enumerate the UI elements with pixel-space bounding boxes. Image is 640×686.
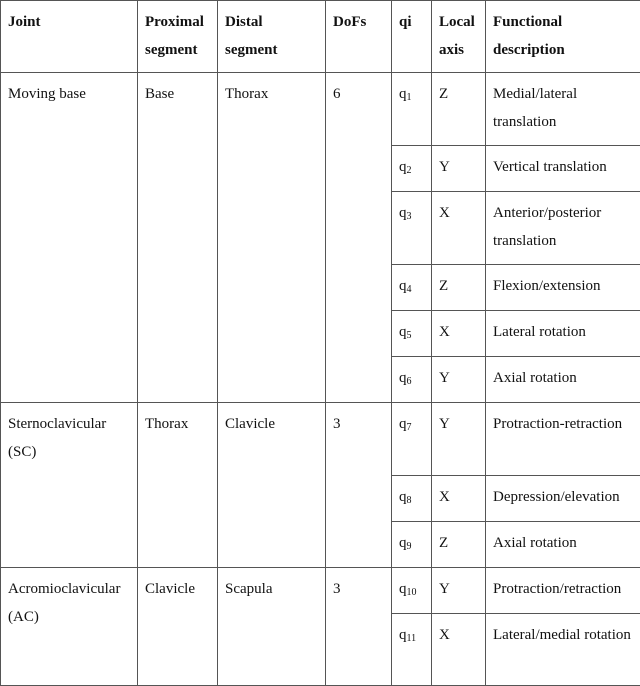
header-distal-segment: Distal segment bbox=[218, 1, 326, 73]
description-cell: Lateral/medial rotation bbox=[486, 614, 640, 686]
qi-cell: $q_9$ bbox=[392, 522, 432, 568]
qi-cell: $q_4$ bbox=[392, 265, 432, 311]
axis-cell: X bbox=[432, 311, 486, 357]
description-cell: Axial rotation bbox=[486, 357, 640, 403]
axis-cell: Z bbox=[432, 73, 486, 146]
qi-cell: $q_6$ bbox=[392, 357, 432, 403]
qi-cell: $q_8$ bbox=[392, 476, 432, 522]
axis-cell: X bbox=[432, 192, 486, 265]
proximal-cell: Base bbox=[138, 73, 218, 403]
description-cell: Flexion/extension bbox=[486, 265, 640, 311]
qi-cell: $q_{11}$ bbox=[392, 614, 432, 686]
description-cell: Protraction/retraction bbox=[486, 568, 640, 614]
axis-cell: Y bbox=[432, 146, 486, 192]
distal-cell: Clavicle bbox=[218, 403, 326, 568]
description-cell: Anterior/posterior translation bbox=[486, 192, 640, 265]
description-cell: Vertical translation bbox=[486, 146, 640, 192]
header-joint: Joint bbox=[1, 1, 138, 73]
axis-cell: Y bbox=[432, 568, 486, 614]
dofs-cell: 3 bbox=[326, 568, 392, 686]
header-proximal-segment: Proximal segment bbox=[138, 1, 218, 73]
qi-cell: $q_1$ bbox=[392, 73, 432, 146]
table-row bbox=[1, 73, 640, 146]
proximal-cell: Clavicle bbox=[138, 568, 218, 686]
qi-cell: $q_7$ bbox=[392, 403, 432, 476]
joint-cell: Sternoclavicular (SC) bbox=[1, 403, 138, 568]
joint-cell: Moving base bbox=[1, 73, 138, 403]
distal-cell: Thorax bbox=[218, 73, 326, 403]
description-cell: Axial rotation bbox=[486, 522, 640, 568]
joint-cell: Acromioclavicular (AC) bbox=[1, 568, 138, 686]
qi-cell: $q_3$ bbox=[392, 192, 432, 265]
header-local-axis: Local axis bbox=[432, 1, 486, 73]
axis-cell: X bbox=[432, 614, 486, 686]
header-qi: qi bbox=[392, 1, 432, 73]
axis-cell: Y bbox=[432, 403, 486, 476]
proximal-cell: Thorax bbox=[138, 403, 218, 568]
distal-cell: Scapula bbox=[218, 568, 326, 686]
dofs-cell: 3 bbox=[326, 403, 392, 568]
description-cell: Depression/elevation bbox=[486, 476, 640, 522]
qi-cell: $q_5$ bbox=[392, 311, 432, 357]
description-cell: Lateral rotation bbox=[486, 311, 640, 357]
description-cell: Medial/lateral translation bbox=[486, 73, 640, 146]
header-functional-description: Functional description bbox=[486, 1, 640, 73]
axis-cell: Z bbox=[432, 265, 486, 311]
axis-cell: Z bbox=[432, 522, 486, 568]
table-row bbox=[1, 568, 640, 614]
axis-cell: X bbox=[432, 476, 486, 522]
qi-cell: $q_2$ bbox=[392, 146, 432, 192]
qi-cell: $q_{10}$ bbox=[392, 568, 432, 614]
axis-cell: Y bbox=[432, 357, 486, 403]
dofs-cell: 6 bbox=[326, 73, 392, 403]
header-dofs: DoFs bbox=[326, 1, 392, 73]
header-row bbox=[1, 1, 640, 73]
table-row bbox=[1, 403, 640, 476]
description-cell: Protraction-retraction bbox=[486, 403, 640, 476]
